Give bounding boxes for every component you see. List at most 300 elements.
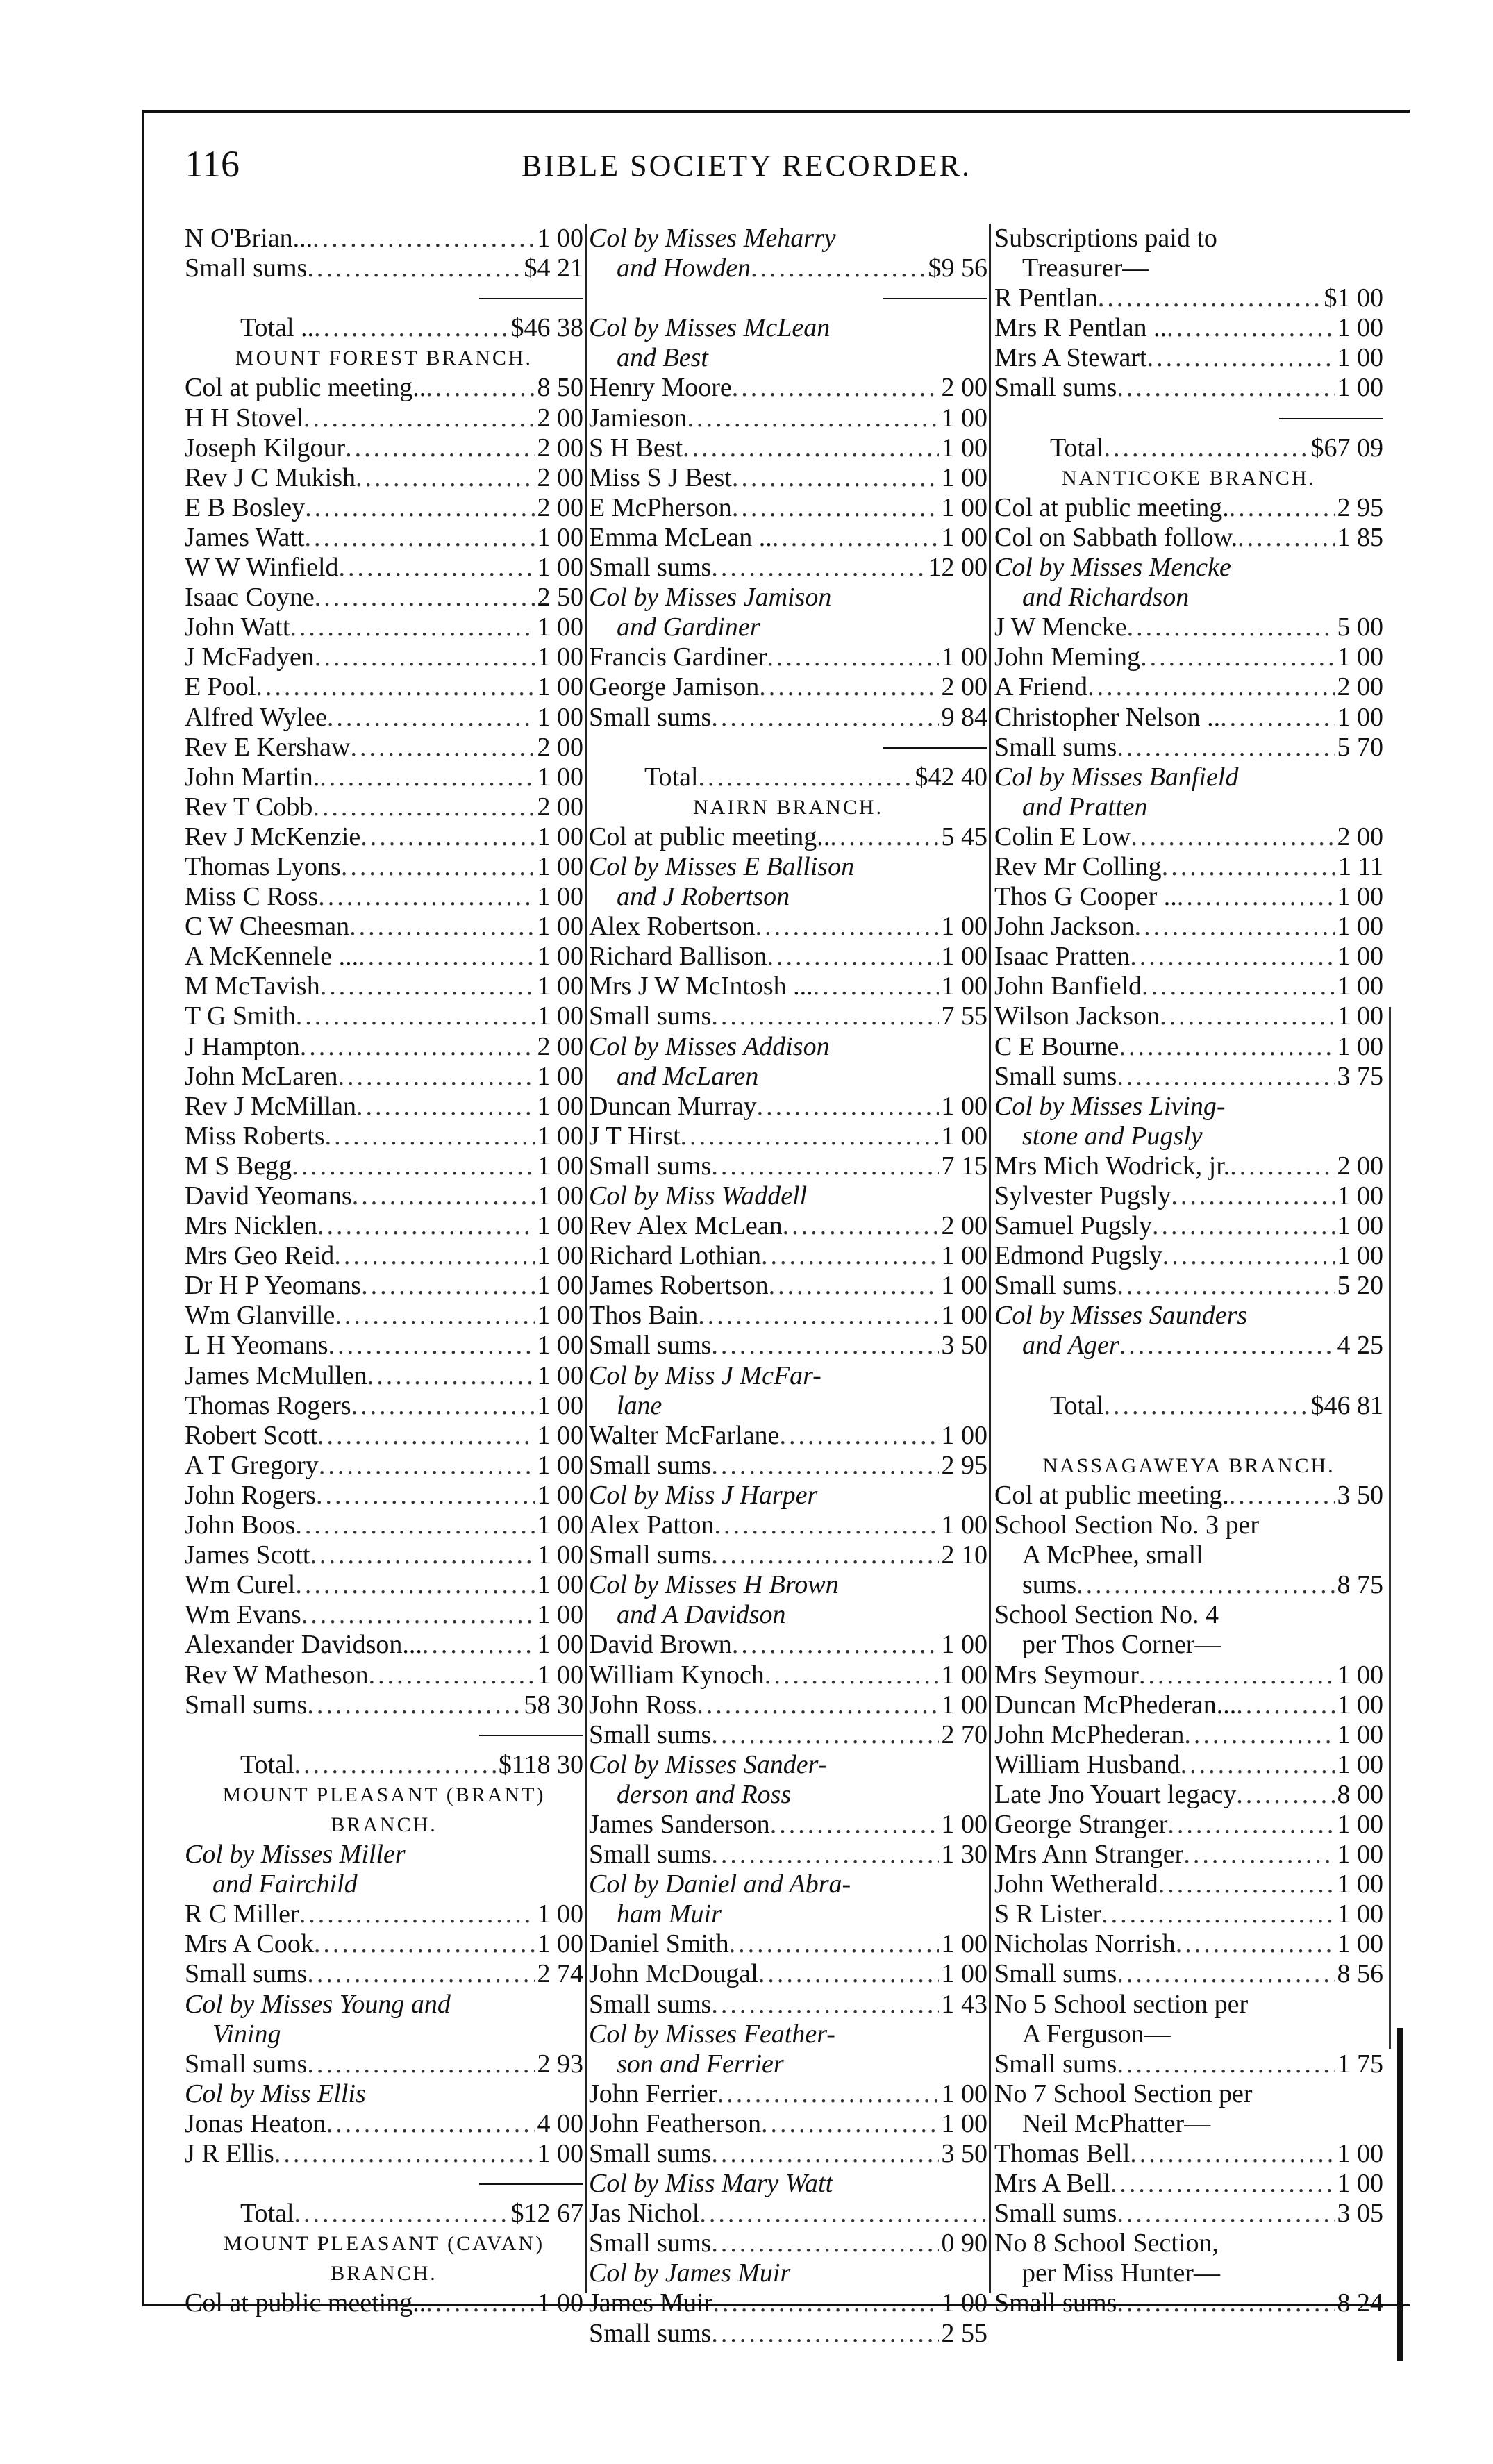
entry-name: and Ager <box>1022 1331 1119 1360</box>
entry-name: R C Miller <box>185 1899 299 1929</box>
entry-amount: 1 00 <box>1337 972 1383 1001</box>
entry-amount: 2 50 <box>537 583 583 613</box>
ledger-entry <box>589 972 987 1001</box>
leader-dots <box>319 763 534 792</box>
ledger-entry <box>589 1990 987 2020</box>
leader-dots <box>711 2139 938 2169</box>
entry-amount: 2 00 <box>941 1211 987 1241</box>
leader-dots <box>317 1211 534 1241</box>
entry-name: E B Bosley <box>185 492 306 522</box>
entry-amount: $9 56 <box>928 253 987 283</box>
entry-amount: 1 00 <box>537 882 583 912</box>
entry-amount: 7 55 <box>941 1001 987 1031</box>
ledger-entry <box>185 1181 583 1211</box>
ledger-entry <box>185 792 583 822</box>
entry-amount: 2 00 <box>537 492 583 522</box>
entry-name: Mrs R Pentlan .. <box>994 313 1167 343</box>
entry-amount: 2 95 <box>1337 492 1383 522</box>
collector-line: Col by Misses H Brown <box>589 1570 839 1600</box>
entry-amount: 2 00 <box>941 672 987 702</box>
leader-dots <box>1104 1391 1308 1421</box>
page-number: 116 <box>185 143 240 185</box>
entry-name: Small sums <box>589 1151 712 1181</box>
ledger-entry <box>589 1331 987 1360</box>
leader-dots <box>1158 1870 1335 1899</box>
entry-amount: 1 00 <box>1337 2169 1383 2199</box>
entry-amount: 2 00 <box>537 792 583 822</box>
leader-dots <box>757 1092 939 1122</box>
entry-amount: $67 09 <box>1310 433 1383 463</box>
ledger-entry <box>185 1211 583 1241</box>
ledger-entry <box>589 672 987 702</box>
total-line <box>185 1750 583 1780</box>
entry-name: Small sums <box>994 732 1117 762</box>
entry-name: Isaac Pratten <box>994 942 1131 972</box>
ledger-entry <box>589 433 987 463</box>
total-line <box>185 313 583 343</box>
entry-name: James Muir <box>589 2288 713 2318</box>
leader-dots <box>687 403 938 433</box>
leader-dots <box>711 1151 938 1181</box>
entry-amount: 2 00 <box>537 463 583 492</box>
ledger-entry <box>185 642 583 672</box>
section-line: Treasurer— <box>1022 253 1149 283</box>
ledger-entry <box>589 1510 987 1540</box>
column-2 <box>589 224 987 2348</box>
entry-name: Miss C Ross <box>185 882 319 912</box>
entry-amount: 1 00 <box>1337 942 1383 972</box>
entry-amount: 1 00 <box>1337 1001 1383 1031</box>
entry-name: A McKennele ... <box>185 942 359 972</box>
ledger-entry <box>589 493 987 523</box>
collector-line: Col by Misses Meharry <box>589 224 836 253</box>
entry-name: R Pentlan <box>994 283 1098 313</box>
ledger-entry <box>994 313 1383 343</box>
entry-amount: $118 30 <box>498 1749 583 1779</box>
leader-dots <box>729 1929 939 1959</box>
section-line: per Thos Corner— <box>1022 1630 1221 1660</box>
entry-name: J W Mencke <box>994 613 1127 642</box>
entry-amount: 1 00 <box>941 433 987 463</box>
entry-name: James Watt <box>185 522 305 552</box>
ledger-entry <box>589 1929 987 1959</box>
entry-name: Richard Ballison <box>589 942 767 972</box>
entry-amount: 1 00 <box>537 1480 583 1510</box>
entry-name: A T Gregory <box>185 1450 319 1480</box>
leader-dots <box>295 1570 534 1600</box>
entry-name: W W Winfield <box>185 553 339 583</box>
sum-rule <box>589 733 987 763</box>
entry-name: sums <box>1022 1570 1077 1600</box>
leader-dots <box>765 1660 939 1690</box>
leader-dots <box>338 1062 535 1092</box>
leader-dots <box>1131 822 1334 852</box>
leader-dots <box>1236 1690 1334 1720</box>
ledger-entry <box>994 942 1383 972</box>
entry-name: Mrs A Cook <box>185 1929 314 1959</box>
leader-dots <box>1119 1331 1335 1360</box>
collector-line: Col by Misses Living- <box>994 1091 1226 1121</box>
ledger-entry <box>994 1959 1383 1989</box>
sum-rule <box>589 283 987 313</box>
entry-name: Wm Evans <box>185 1600 301 1630</box>
ledger-entry <box>589 1840 987 1870</box>
ledger-entry <box>185 1690 583 1720</box>
blank-line <box>994 1361 1383 1391</box>
entry-name: Mrs Mich Wodrick, jr. <box>994 1151 1231 1181</box>
entry-name: Small sums <box>185 1690 308 1720</box>
entry-name: Colin E Low <box>994 822 1131 851</box>
ledger-entry <box>994 1690 1383 1720</box>
entry-name: John Featherson <box>589 2108 762 2138</box>
leader-dots <box>314 1929 535 1959</box>
entry-amount: 1 00 <box>537 642 583 672</box>
entry-amount: 1 11 <box>1337 851 1383 881</box>
entry-amount: 1 00 <box>537 1061 583 1091</box>
entry-name: Small sums <box>589 2318 712 2348</box>
leader-dots <box>1183 1840 1334 1870</box>
leader-dots <box>1130 2139 1334 2169</box>
entry-name: Wm Curel <box>185 1570 296 1600</box>
ledger-entry <box>185 942 583 972</box>
leader-dots <box>1176 1929 1335 1959</box>
entry-amount: 1 00 <box>941 1271 987 1301</box>
entry-name: Duncan Murray <box>589 1091 757 1121</box>
ledger-entry <box>589 1720 987 1750</box>
leader-dots <box>319 1451 535 1481</box>
leader-dots <box>732 373 939 403</box>
entry-amount: 1 00 <box>537 613 583 642</box>
ledger-entry <box>589 703 987 733</box>
leader-dots <box>349 912 534 942</box>
ledger-entry <box>589 463 987 493</box>
ledger-entry <box>589 2288 987 2318</box>
ledger-entry <box>994 1032 1383 1062</box>
leader-dots <box>314 313 508 343</box>
entry-name: Col at public meeting. <box>994 492 1229 522</box>
entry-name: Dr H P Yeomans <box>185 1271 362 1301</box>
entry-name: Jamieson <box>589 403 687 433</box>
entry-name: Col at public meeting.. <box>185 2288 426 2318</box>
leader-dots <box>712 2288 938 2318</box>
entry-amount: 1 00 <box>537 1899 583 1929</box>
ledger-entry <box>994 972 1383 1001</box>
entry-name: Jas Nichol <box>589 2199 700 2229</box>
leader-dots <box>318 882 534 912</box>
leader-dots <box>350 733 534 763</box>
blank-line <box>994 1421 1383 1451</box>
entry-name: Col at public meeting. <box>994 1480 1229 1510</box>
entry-amount: 1 00 <box>537 1301 583 1331</box>
leader-dots <box>1237 523 1334 553</box>
leader-dots <box>360 822 534 852</box>
ledger-entry <box>185 1391 583 1421</box>
entry-amount: 1 00 <box>537 1241 583 1271</box>
leader-dots <box>316 1481 535 1510</box>
leader-dots <box>767 942 938 972</box>
ledger-entry <box>185 1151 583 1181</box>
leader-dots <box>1140 642 1334 672</box>
entry-name: Henry Moore <box>589 373 732 403</box>
entry-amount: 1 00 <box>537 1510 583 1540</box>
entry-amount: 1 00 <box>537 1331 583 1360</box>
entry-amount: 2 00 <box>537 433 583 463</box>
leader-dots <box>1147 343 1335 373</box>
leader-dots <box>732 463 939 493</box>
leader-dots <box>1119 1032 1334 1062</box>
ledger-entry <box>994 1810 1383 1840</box>
entry-amount: 1 00 <box>537 1540 583 1570</box>
ledger-entry <box>589 1151 987 1181</box>
entry-amount: 1 00 <box>537 1211 583 1241</box>
ledger-entry <box>185 2139 583 2169</box>
entry-amount: 1 00 <box>941 1660 987 1690</box>
entry-amount: 3 50 <box>941 1331 987 1360</box>
section-line: School Section No. 3 per <box>994 1510 1260 1540</box>
leader-dots <box>358 942 534 972</box>
ledger-entry <box>589 1540 987 1570</box>
entry-amount: 2 00 <box>1337 1151 1383 1181</box>
entry-name: Col at public meeting.. <box>589 822 831 851</box>
section-line: A Ferguson— <box>1022 2019 1171 2049</box>
ledger-entry <box>994 493 1383 523</box>
leader-dots <box>759 672 938 702</box>
entry-amount: 1 00 <box>537 1121 583 1151</box>
leader-dots <box>830 822 938 852</box>
entry-amount: 1 00 <box>941 642 987 672</box>
ledger-entry <box>994 1720 1383 1750</box>
leader-dots <box>758 1959 939 1989</box>
entry-name: John Ferrier <box>589 2079 717 2108</box>
leader-dots <box>1162 1241 1335 1271</box>
ledger-entry <box>589 2139 987 2169</box>
top-rule <box>144 110 1410 113</box>
ledger-entry <box>994 1660 1383 1690</box>
entry-amount: 1 00 <box>1337 1181 1383 1210</box>
leader-dots <box>315 583 535 613</box>
ledger-entry <box>185 1301 583 1331</box>
entry-amount: 1 00 <box>1337 1870 1383 1899</box>
left-rule <box>142 110 144 2306</box>
branch-heading: MOUNT PLEASANT (CAVAN) <box>223 2232 545 2256</box>
leader-dots <box>294 2199 508 2229</box>
entry-amount: 1 00 <box>941 1420 987 1450</box>
collector-line: Col by Misses Addison <box>589 1031 830 1061</box>
ledger-entry <box>589 2319 987 2349</box>
entry-name: J McFadyen <box>185 642 315 672</box>
entry-amount: 1 00 <box>537 972 583 1001</box>
ledger-entry <box>994 343 1383 373</box>
entry-amount: 1 00 <box>941 2108 987 2138</box>
leader-dots <box>772 523 939 553</box>
branch-heading: NAIRN BRANCH. <box>692 795 884 819</box>
ledger-entry <box>185 1510 583 1540</box>
entry-amount: 2 00 <box>537 732 583 762</box>
entry-name: Small sums <box>994 1061 1117 1091</box>
leader-dots <box>1117 2199 1334 2229</box>
entry-name: Wilson Jackson <box>994 1001 1160 1031</box>
entry-name: Miss S J Best <box>589 463 732 492</box>
entry-amount: 1 00 <box>1337 373 1383 403</box>
ledger-entry <box>589 1001 987 1031</box>
leader-dots <box>1167 313 1334 343</box>
collector-line: Col by Misses Miller <box>185 1840 406 1870</box>
ledger-entry <box>994 1241 1383 1271</box>
entry-amount: 1 00 <box>1337 1690 1383 1720</box>
entry-amount: 4 25 <box>1337 1331 1383 1360</box>
entry-name: Alex Robertson <box>589 912 756 942</box>
leader-dots <box>307 1959 534 1989</box>
entry-name: James Robertson <box>589 1271 769 1301</box>
entry-name: Total <box>644 762 699 792</box>
ledger-entry <box>994 882 1383 912</box>
leader-dots <box>699 763 912 792</box>
leader-dots <box>683 433 938 463</box>
entry-name: John McPhederan <box>994 1720 1185 1749</box>
leader-dots <box>1087 672 1334 702</box>
ledger-entry <box>185 763 583 792</box>
branch-heading: NASSAGAWEYA BRANCH. <box>1042 1454 1335 1477</box>
entry-amount: 2 70 <box>941 1720 987 1749</box>
entry-name: Small sums <box>994 1959 1117 1989</box>
leader-dots <box>326 2109 535 2139</box>
leader-dots <box>1229 493 1335 523</box>
entry-amount: 1 00 <box>537 942 583 972</box>
ledger-entry <box>589 1690 987 1720</box>
entry-amount: 1 00 <box>537 672 583 702</box>
entry-amount: 1 00 <box>537 702 583 732</box>
entry-amount: 0 90 <box>941 2229 987 2258</box>
collector-line: Col by Misses Young and <box>185 1989 451 2019</box>
ledger-entry <box>589 1241 987 1271</box>
entry-name: Mrs A Bell <box>994 2169 1110 2199</box>
ledger-entry <box>589 912 987 942</box>
entry-name: Small sums <box>589 1720 712 1749</box>
entry-amount: $12 67 <box>510 2199 583 2229</box>
entry-amount: 1 00 <box>1337 1211 1383 1241</box>
entry-name: Thos Bain <box>589 1301 699 1331</box>
entry-amount: 3 75 <box>1337 1061 1383 1091</box>
section-line: Subscriptions paid to <box>994 224 1217 253</box>
ledger-entry <box>185 1899 583 1929</box>
entry-name: Isaac Coyne <box>185 583 315 613</box>
leader-dots <box>345 433 534 463</box>
ledger-entry <box>185 433 583 463</box>
entry-amount: 1 00 <box>537 224 583 253</box>
ledger-entry <box>994 1481 1383 1510</box>
ledger-entry <box>185 1600 583 1630</box>
leader-dots <box>769 1271 939 1301</box>
leader-dots <box>310 1540 534 1570</box>
ledger-entry <box>994 703 1383 733</box>
leader-dots <box>295 1510 534 1540</box>
ledger-entry <box>994 733 1383 763</box>
total-line <box>185 2199 583 2229</box>
ledger-entry <box>185 1092 583 1122</box>
entry-amount: 2 74 <box>537 1959 583 1989</box>
ledger-entry <box>185 1331 583 1360</box>
leader-dots <box>1117 373 1334 403</box>
collector-line: Col by Misses Saunders <box>994 1301 1248 1331</box>
ledger-entry <box>994 1062 1383 1092</box>
ledger-entry <box>589 403 987 433</box>
collector-line: Col by Miss J McFar- <box>589 1360 821 1390</box>
entry-name: Mrs Geo Reid <box>185 1241 335 1271</box>
entry-name: George Jamison <box>589 672 760 702</box>
entry-amount: 2 93 <box>537 2049 583 2079</box>
column-1 <box>185 224 583 2318</box>
total-line <box>994 433 1383 463</box>
entry-name: Small sums <box>185 1959 308 1989</box>
entry-name: L H Yeomans <box>185 1331 328 1360</box>
entry-amount: 1 00 <box>941 2079 987 2108</box>
leader-dots <box>698 1301 938 1331</box>
collector-line: and Richardson <box>1022 583 1190 613</box>
branch-heading: BRANCH. <box>331 1813 437 1836</box>
branch-heading: BRANCH. <box>331 2262 437 2286</box>
entry-amount: 1 00 <box>537 762 583 792</box>
entry-amount: 8 00 <box>1337 1779 1383 1809</box>
leader-dots <box>1167 1810 1334 1840</box>
entry-amount: 5 00 <box>1337 613 1383 642</box>
entry-amount: 2 00 <box>941 373 987 403</box>
entry-amount: 1 00 <box>941 1630 987 1660</box>
entry-amount: 1 00 <box>941 972 987 1001</box>
collector-line: and McLaren <box>617 1061 759 1091</box>
entry-name: J R Ellis <box>185 2139 274 2168</box>
ledger-entry <box>185 1570 583 1600</box>
entry-name: Thos G Cooper .. <box>994 882 1177 912</box>
entry-name: C W Cheesman <box>185 912 350 942</box>
entry-name: Emma McLean .. <box>589 522 772 552</box>
ledger-entry <box>589 1271 987 1301</box>
entry-amount: 1 85 <box>1337 522 1383 552</box>
collector-line: and Pratten <box>1022 792 1148 822</box>
ledger-entry <box>994 1840 1383 1870</box>
ledger-entry <box>185 1001 583 1031</box>
entry-name: Rev W Matheson <box>185 1660 369 1690</box>
entry-amount: 5 45 <box>941 822 987 851</box>
ledger-entry <box>589 1122 987 1151</box>
ledger-entry <box>185 1929 583 1959</box>
leader-dots <box>697 1690 938 1720</box>
entry-name: Nicholas Norrish <box>994 1929 1176 1959</box>
leader-dots <box>328 1331 535 1360</box>
ledger-entry <box>994 613 1383 642</box>
leader-dots <box>1152 1211 1335 1241</box>
leader-dots <box>761 1241 939 1271</box>
ledger-entry <box>185 583 583 613</box>
entry-amount: $1 00 <box>1324 283 1383 313</box>
leader-dots <box>1184 1720 1334 1750</box>
collector-line: Col by James Muir <box>589 2258 791 2288</box>
ledger-entry <box>185 672 583 702</box>
ledger-entry <box>185 733 583 763</box>
ledger-entry <box>994 2199 1383 2229</box>
entry-amount: 1 00 <box>537 1630 583 1660</box>
entry-amount: 1 00 <box>537 1271 583 1301</box>
section-line: No 8 School Section, <box>994 2229 1219 2258</box>
entry-name: John Watt <box>185 613 290 642</box>
leader-dots <box>307 1690 521 1720</box>
entry-amount: 3 50 <box>941 2139 987 2168</box>
entry-name: M McTavish <box>185 972 320 1001</box>
entry-amount: 1 00 <box>537 522 583 552</box>
leader-dots <box>770 1810 939 1840</box>
leader-dots <box>256 672 534 702</box>
entry-name: Robert Scott <box>185 1420 318 1450</box>
section-line: Neil McPhatter— <box>1022 2108 1211 2138</box>
